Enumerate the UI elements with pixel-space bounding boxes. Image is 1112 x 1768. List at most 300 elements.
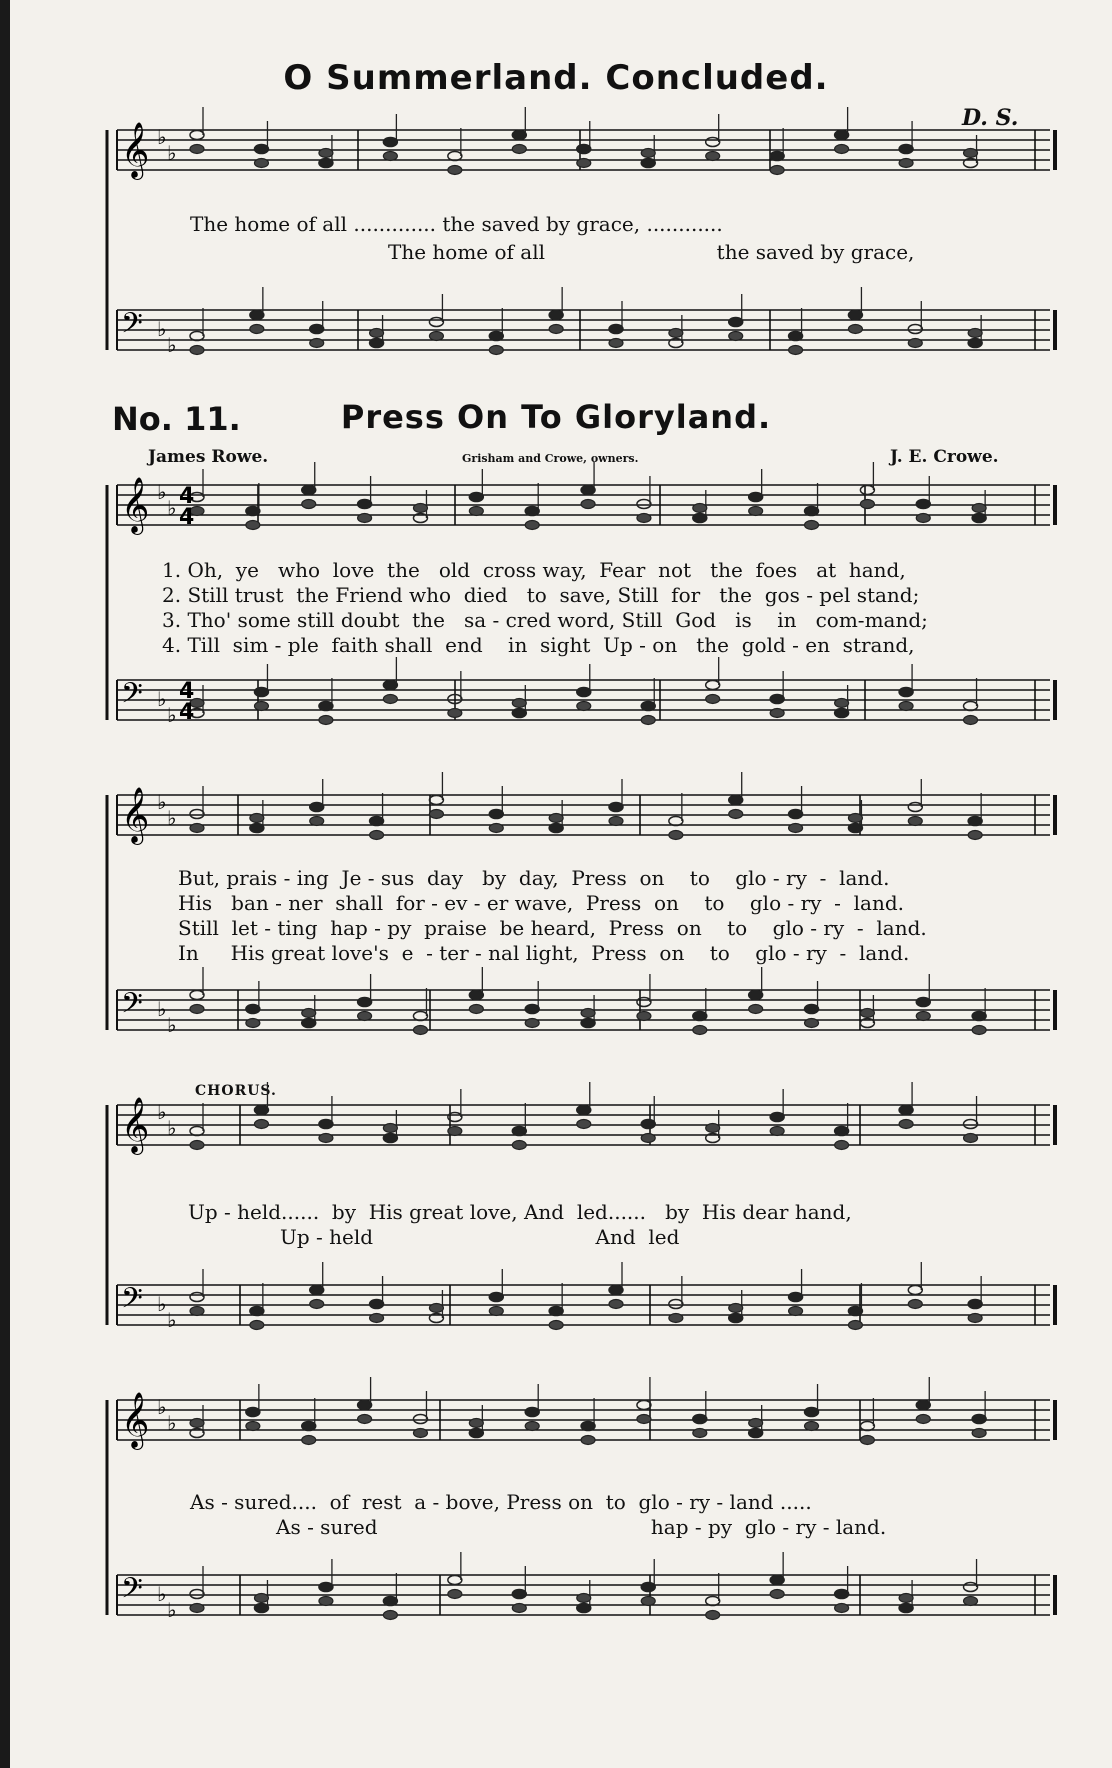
note-head xyxy=(637,1012,651,1021)
note-head xyxy=(489,1307,503,1316)
treble-clef: 𝄞 xyxy=(121,787,150,843)
note-head xyxy=(190,1127,204,1136)
note-head xyxy=(609,817,623,826)
note-head xyxy=(254,1604,268,1613)
note-head xyxy=(310,325,324,334)
note-head xyxy=(835,1604,849,1613)
note-head xyxy=(581,486,595,495)
note-head xyxy=(968,1314,982,1323)
note-head xyxy=(860,1422,874,1431)
note-head xyxy=(581,1436,595,1445)
note-head xyxy=(254,1106,268,1115)
note-head xyxy=(370,1314,384,1323)
note-head xyxy=(448,1590,462,1599)
note-head xyxy=(577,1106,591,1115)
note-head xyxy=(413,1012,427,1021)
note-head xyxy=(706,1597,720,1606)
note-head xyxy=(641,1583,655,1592)
note-head xyxy=(448,152,462,161)
note-head xyxy=(899,1594,913,1603)
note-head xyxy=(581,1422,595,1431)
note-head xyxy=(489,810,503,819)
note-head xyxy=(448,1127,462,1136)
note-head xyxy=(190,1307,204,1316)
note-head xyxy=(860,500,874,509)
note-head xyxy=(549,814,563,823)
note-head xyxy=(916,998,930,1007)
note-head xyxy=(637,1401,651,1410)
note-head xyxy=(302,1436,316,1445)
note-head xyxy=(706,138,720,147)
summerland-lyric-bottom: The home of all the saved by grace, xyxy=(388,240,915,264)
note-head xyxy=(860,1009,874,1018)
note-head xyxy=(370,1300,384,1309)
flat-sign: ♭ xyxy=(167,1308,177,1332)
note-head xyxy=(469,507,483,516)
previous-hymn-title: O Summerland. Concluded. xyxy=(283,58,829,98)
note-head xyxy=(964,702,978,711)
note-head xyxy=(448,1576,462,1585)
note-head xyxy=(669,1314,683,1323)
note-head xyxy=(860,1436,874,1445)
note-head xyxy=(254,702,268,711)
note-head xyxy=(899,702,913,711)
bass-clef: 𝄢 xyxy=(121,987,143,1027)
note-head xyxy=(899,145,913,154)
note-head xyxy=(310,817,324,826)
hymn-title: Press On To Gloryland. xyxy=(340,398,772,436)
note-head xyxy=(190,810,204,819)
note-head xyxy=(525,507,539,516)
note-head xyxy=(908,1300,922,1309)
note-head xyxy=(848,1307,862,1316)
note-head xyxy=(319,159,333,168)
note-head xyxy=(190,346,204,355)
time-signature: 4 xyxy=(179,505,195,530)
flat-sign: ♭ xyxy=(167,141,177,165)
note-head xyxy=(899,1604,913,1613)
note-head xyxy=(512,145,526,154)
note-head xyxy=(549,325,563,334)
note-head xyxy=(250,1307,264,1316)
flat-sign: ♭ xyxy=(167,496,177,520)
note-head xyxy=(246,521,260,530)
chorus-line-2-top: As - sured.... of rest a - bove, Press on to glo - ry - land ..... xyxy=(190,1490,812,1514)
flat-sign: ♭ xyxy=(157,997,167,1021)
note-head xyxy=(693,514,707,523)
note-head xyxy=(789,1307,803,1316)
note-head xyxy=(250,311,264,320)
note-head xyxy=(302,500,316,509)
note-head xyxy=(512,699,526,708)
note-head xyxy=(577,159,591,168)
note-head xyxy=(706,1124,720,1133)
note-head xyxy=(729,1314,743,1323)
note-head xyxy=(899,1106,913,1115)
note-head xyxy=(370,339,384,348)
verse-3-line-2: Still let - ting hap - py praise be heard, Press on to glo - ry - land. xyxy=(178,916,927,940)
note-head xyxy=(310,803,324,812)
flat-sign: ♭ xyxy=(157,1100,167,1124)
note-head xyxy=(190,1590,204,1599)
treble-clef: 𝄞 xyxy=(121,122,150,178)
note-head xyxy=(413,1415,427,1424)
note-head xyxy=(319,1120,333,1129)
note-head xyxy=(968,817,982,826)
note-head xyxy=(641,716,655,725)
flat-sign: ♭ xyxy=(157,1292,167,1316)
note-head xyxy=(319,149,333,158)
note-head xyxy=(581,500,595,509)
note-head xyxy=(577,688,591,697)
note-head xyxy=(693,504,707,513)
time-signature: 4 xyxy=(179,700,195,725)
note-head xyxy=(469,1419,483,1428)
note-head xyxy=(749,1429,763,1438)
note-head xyxy=(899,159,913,168)
note-head xyxy=(964,1134,978,1143)
note-head xyxy=(190,1005,204,1014)
composer-credit: J. E. Crowe. xyxy=(890,447,999,467)
note-head xyxy=(916,500,930,509)
verse-2-line-1: 2. Still trust the Friend who died to save, Still for the gos - pel stand; xyxy=(162,583,920,607)
note-head xyxy=(729,796,743,805)
note-head xyxy=(383,152,397,161)
flat-sign: ♭ xyxy=(157,480,167,504)
note-head xyxy=(383,681,397,690)
note-head xyxy=(310,1300,324,1309)
note-head xyxy=(429,1304,443,1313)
note-head xyxy=(972,504,986,513)
note-head xyxy=(358,998,372,1007)
verse-2-line-2: His ban - ner shall for - ev - er wave, Press on to glo - ry - land. xyxy=(178,891,904,915)
note-head xyxy=(641,1134,655,1143)
note-head xyxy=(549,824,563,833)
note-head xyxy=(908,325,922,334)
note-head xyxy=(246,1019,260,1028)
note-head xyxy=(789,332,803,341)
flat-sign: ♭ xyxy=(157,790,167,814)
note-head xyxy=(577,1594,591,1603)
note-head xyxy=(964,1120,978,1129)
bass-clef: 𝄢 xyxy=(121,1572,143,1612)
note-head xyxy=(916,1401,930,1410)
note-head xyxy=(805,1408,819,1417)
note-head xyxy=(525,1019,539,1028)
note-head xyxy=(770,1127,784,1136)
note-head xyxy=(310,1286,324,1295)
note-head xyxy=(968,329,982,338)
note-head xyxy=(641,149,655,158)
note-head xyxy=(805,521,819,530)
note-head xyxy=(860,486,874,495)
note-head xyxy=(246,507,260,516)
note-head xyxy=(641,1597,655,1606)
note-head xyxy=(581,1019,595,1028)
note-head xyxy=(512,1604,526,1613)
note-head xyxy=(254,688,268,697)
note-head xyxy=(916,1012,930,1021)
note-head xyxy=(899,688,913,697)
summerland-lyric-top: The home of all ............. the saved by grace, ............ xyxy=(190,212,723,236)
note-head xyxy=(448,709,462,718)
note-head xyxy=(693,1415,707,1424)
note-head xyxy=(609,1286,623,1295)
note-head xyxy=(964,1597,978,1606)
note-head xyxy=(429,796,443,805)
note-head xyxy=(319,716,333,725)
note-head xyxy=(805,1019,819,1028)
note-head xyxy=(190,1604,204,1613)
note-head xyxy=(637,500,651,509)
bass-clef: 𝄢 xyxy=(121,307,143,347)
chorus-line-1-bottom: Up - held And led xyxy=(280,1225,680,1249)
note-head xyxy=(637,998,651,1007)
note-head xyxy=(489,824,503,833)
note-head xyxy=(835,1127,849,1136)
treble-clef: 𝄞 xyxy=(121,1097,150,1153)
note-head xyxy=(383,1124,397,1133)
note-head xyxy=(835,709,849,718)
flat-sign: ♭ xyxy=(157,1395,167,1419)
note-head xyxy=(972,1415,986,1424)
note-head xyxy=(848,824,862,833)
flat-sign: ♭ xyxy=(167,703,177,727)
note-head xyxy=(370,329,384,338)
note-head xyxy=(729,810,743,819)
note-head xyxy=(302,1019,316,1028)
note-head xyxy=(729,318,743,327)
note-head xyxy=(835,145,849,154)
note-head xyxy=(908,1286,922,1295)
note-head xyxy=(577,1120,591,1129)
note-head xyxy=(669,329,683,338)
note-head xyxy=(525,1005,539,1014)
note-head xyxy=(383,695,397,704)
note-head xyxy=(908,817,922,826)
note-head xyxy=(899,1120,913,1129)
note-head xyxy=(972,1012,986,1021)
note-head xyxy=(370,831,384,840)
note-head xyxy=(525,1408,539,1417)
note-head xyxy=(190,145,204,154)
note-head xyxy=(609,1300,623,1309)
note-head xyxy=(525,521,539,530)
note-head xyxy=(789,824,803,833)
note-head xyxy=(190,1293,204,1302)
flat-sign: ♭ xyxy=(157,125,167,149)
flat-sign: ♭ xyxy=(157,1582,167,1606)
note-head xyxy=(190,332,204,341)
flat-sign: ♭ xyxy=(167,1116,177,1140)
note-head xyxy=(250,814,264,823)
note-head xyxy=(383,1597,397,1606)
note-head xyxy=(835,1141,849,1150)
treble-clef: 𝄞 xyxy=(121,1392,150,1448)
owners-credit: Grisham and Crowe, owners. xyxy=(462,452,639,465)
note-head xyxy=(319,1583,333,1592)
note-head xyxy=(749,1005,763,1014)
flat-sign: ♭ xyxy=(167,1411,177,1435)
note-head xyxy=(835,131,849,140)
bass-clef: 𝄢 xyxy=(121,677,143,717)
note-head xyxy=(770,152,784,161)
note-head xyxy=(749,507,763,516)
note-head xyxy=(968,831,982,840)
note-head xyxy=(669,817,683,826)
note-head xyxy=(972,514,986,523)
note-head xyxy=(413,504,427,513)
note-head xyxy=(916,1415,930,1424)
note-head xyxy=(964,716,978,725)
note-head xyxy=(246,1422,260,1431)
note-head xyxy=(972,1429,986,1438)
note-head xyxy=(749,1419,763,1428)
note-head xyxy=(319,1134,333,1143)
note-head xyxy=(250,824,264,833)
note-head xyxy=(964,149,978,158)
note-head xyxy=(549,1307,563,1316)
note-head xyxy=(835,699,849,708)
note-head xyxy=(693,1012,707,1021)
note-head xyxy=(429,318,443,327)
note-head xyxy=(805,1422,819,1431)
verse-3-line-1: 3. Tho' some still doubt the sa - cred word, Still God is in com-mand; xyxy=(162,608,928,632)
note-head xyxy=(512,1127,526,1136)
note-head xyxy=(429,810,443,819)
flat-sign: ♭ xyxy=(167,1598,177,1622)
note-head xyxy=(302,486,316,495)
treble-clef: 𝄞 xyxy=(121,477,150,533)
note-head xyxy=(250,1321,264,1330)
note-head xyxy=(358,1401,372,1410)
note-head xyxy=(383,1134,397,1143)
flat-sign: ♭ xyxy=(167,333,177,357)
note-head xyxy=(848,1321,862,1330)
note-head xyxy=(916,514,930,523)
note-head xyxy=(770,1113,784,1122)
note-head xyxy=(789,810,803,819)
note-head xyxy=(789,1293,803,1302)
lyricist-credit: James Rowe. xyxy=(148,447,269,467)
note-head xyxy=(835,1590,849,1599)
hymn-number: No. 11. xyxy=(112,400,241,438)
note-head xyxy=(358,1012,372,1021)
note-head xyxy=(848,814,862,823)
note-head xyxy=(749,493,763,502)
note-head xyxy=(489,346,503,355)
note-head xyxy=(250,325,264,334)
note-head xyxy=(641,159,655,168)
note-head xyxy=(254,1120,268,1129)
note-head xyxy=(770,695,784,704)
note-head xyxy=(637,514,651,523)
note-head xyxy=(669,831,683,840)
note-head xyxy=(469,1005,483,1014)
note-head xyxy=(706,695,720,704)
note-head xyxy=(254,145,268,154)
note-head xyxy=(358,1415,372,1424)
note-head xyxy=(190,1141,204,1150)
note-head xyxy=(770,1576,784,1585)
note-head xyxy=(693,1429,707,1438)
note-head xyxy=(429,332,443,341)
note-head xyxy=(358,500,372,509)
note-head xyxy=(319,702,333,711)
note-head xyxy=(848,311,862,320)
flat-sign: ♭ xyxy=(157,317,167,341)
note-head xyxy=(512,131,526,140)
flat-sign: ♭ xyxy=(167,806,177,830)
note-head xyxy=(302,1422,316,1431)
time-signature: 4 xyxy=(179,679,195,704)
verse-4-line-1: 4. Till sim - ple faith shall end in sight Up - on the gold - en strand, xyxy=(162,633,915,657)
note-head xyxy=(669,1300,683,1309)
note-head xyxy=(577,145,591,154)
bass-clef: 𝄢 xyxy=(121,1282,143,1322)
note-head xyxy=(577,1604,591,1613)
note-head xyxy=(805,507,819,516)
note-head xyxy=(190,824,204,833)
note-head xyxy=(770,709,784,718)
note-head xyxy=(370,817,384,826)
note-head xyxy=(190,1419,204,1428)
note-head xyxy=(706,152,720,161)
note-head xyxy=(254,1594,268,1603)
note-head xyxy=(693,1026,707,1035)
note-head xyxy=(190,131,204,140)
flat-sign: ♭ xyxy=(167,1013,177,1037)
note-head xyxy=(512,1590,526,1599)
note-head xyxy=(383,1611,397,1620)
note-head xyxy=(246,1005,260,1014)
note-head xyxy=(358,514,372,523)
note-head xyxy=(549,311,563,320)
note-head xyxy=(848,325,862,334)
note-head xyxy=(489,332,503,341)
note-head xyxy=(637,1415,651,1424)
time-signature: 4 xyxy=(179,484,195,509)
note-head xyxy=(246,1408,260,1417)
note-head xyxy=(641,1120,655,1129)
note-head xyxy=(549,1321,563,1330)
note-head xyxy=(908,339,922,348)
note-head xyxy=(383,138,397,147)
note-head xyxy=(706,1611,720,1620)
verse-4-line-2: In His great love's e - ter - nal light, Press on to glo - ry - land. xyxy=(178,941,910,965)
note-head xyxy=(770,1590,784,1599)
verse-1-line-1: 1. Oh, ye who love the old cross way, Fear not the foes at hand, xyxy=(162,558,906,582)
note-head xyxy=(968,339,982,348)
note-head xyxy=(489,1293,503,1302)
note-head xyxy=(302,1009,316,1018)
note-head xyxy=(413,1026,427,1035)
note-head xyxy=(581,1009,595,1018)
note-head xyxy=(577,702,591,711)
note-head xyxy=(512,709,526,718)
note-head xyxy=(413,1429,427,1438)
note-head xyxy=(729,1304,743,1313)
verse-1-line-2: But, prais - ing Je - sus day by day, Press on to glo - ry - land. xyxy=(178,866,890,890)
note-head xyxy=(190,991,204,1000)
note-head xyxy=(609,339,623,348)
note-head xyxy=(469,493,483,502)
note-head xyxy=(908,803,922,812)
chorus-label: CHORUS. xyxy=(195,1083,277,1099)
note-head xyxy=(729,332,743,341)
note-head xyxy=(254,159,268,168)
note-head xyxy=(448,166,462,175)
